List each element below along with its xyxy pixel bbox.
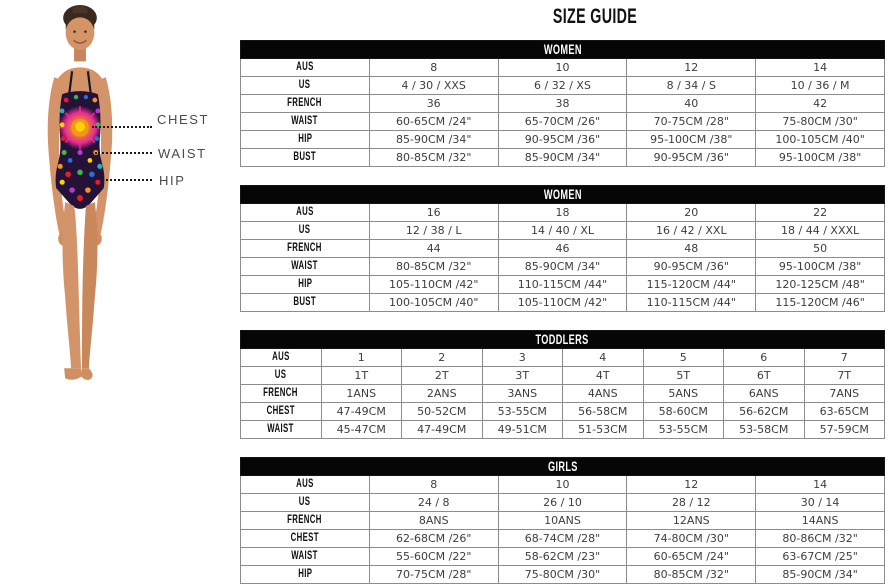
cell-value: 47-49CM bbox=[402, 421, 483, 439]
model-legs bbox=[63, 202, 98, 380]
cell-value: 50 bbox=[756, 240, 885, 258]
cell-value: 105-110CM /42" bbox=[369, 276, 498, 294]
hip-label: HIP bbox=[159, 173, 186, 188]
cell-value: 62-68CM /26" bbox=[369, 530, 498, 548]
cell-value: 80-85CM /32" bbox=[369, 258, 498, 276]
size-table-girls-3 bbox=[240, 457, 885, 584]
cell-value: 45-47CM bbox=[321, 421, 402, 439]
size-table-women-1 bbox=[240, 185, 885, 312]
cell-value: 95-100CM /38" bbox=[627, 131, 756, 149]
row-label: HIP bbox=[241, 131, 370, 149]
table-row bbox=[241, 131, 885, 149]
cell-value: 80-85CM /32" bbox=[369, 149, 498, 167]
table-header-band bbox=[241, 331, 885, 349]
cell-value: 1ANS bbox=[321, 385, 402, 403]
cell-value: 22 bbox=[756, 204, 885, 222]
cell-value: 10ANS bbox=[498, 512, 627, 530]
cell-value: 28 / 12 bbox=[627, 494, 756, 512]
row-label: AUS bbox=[241, 59, 370, 77]
table-row bbox=[241, 113, 885, 131]
cell-value: 110-115CM /44" bbox=[627, 294, 756, 312]
row-label: CHEST bbox=[241, 403, 322, 421]
cell-value: 65-70CM /26" bbox=[498, 113, 627, 131]
chest-label: CHEST bbox=[157, 112, 210, 127]
table-row bbox=[241, 349, 885, 367]
cell-value: 46 bbox=[498, 240, 627, 258]
swimsuit bbox=[56, 91, 105, 209]
table-row bbox=[241, 258, 885, 276]
cell-value: 2T bbox=[402, 367, 483, 385]
cell-value: 85-90CM /34" bbox=[369, 131, 498, 149]
table-row bbox=[241, 294, 885, 312]
cell-value: 7 bbox=[804, 349, 885, 367]
cell-value: 3 bbox=[482, 349, 563, 367]
table-row bbox=[241, 367, 885, 385]
cell-value: 5ANS bbox=[643, 385, 724, 403]
cell-value: 105-110CM /42" bbox=[498, 294, 627, 312]
table-row bbox=[241, 421, 885, 439]
cell-value: 16 bbox=[369, 204, 498, 222]
row-label: US bbox=[241, 367, 322, 385]
cell-value: 115-120CM /44" bbox=[627, 276, 756, 294]
cell-value: 47-49CM bbox=[321, 403, 402, 421]
table-row bbox=[241, 385, 885, 403]
cell-value: 1 bbox=[321, 349, 402, 367]
table-row bbox=[241, 566, 885, 584]
size-tables bbox=[240, 40, 885, 584]
cell-value: 7ANS bbox=[804, 385, 885, 403]
cell-value: 75-80CM /30" bbox=[498, 566, 627, 584]
cell-value: 8 bbox=[369, 476, 498, 494]
cell-value: 2 bbox=[402, 349, 483, 367]
row-label: FRENCH bbox=[241, 385, 322, 403]
cell-value: 16 / 42 / XXL bbox=[627, 222, 756, 240]
cell-value: 95-100CM /38" bbox=[756, 149, 885, 167]
table-header-label: GIRLS bbox=[547, 459, 578, 474]
cell-value: 42 bbox=[756, 95, 885, 113]
table-header-label: TODDLERS bbox=[535, 332, 590, 347]
cell-value: 80-86CM /32" bbox=[756, 530, 885, 548]
table-header-band bbox=[241, 458, 885, 476]
row-label: AUS bbox=[241, 204, 370, 222]
cell-value: 24 / 8 bbox=[369, 494, 498, 512]
cell-value: 20 bbox=[627, 204, 756, 222]
table-row bbox=[241, 59, 885, 77]
hip-pointer-line bbox=[106, 179, 152, 181]
cell-value: 26 / 10 bbox=[498, 494, 627, 512]
table-row bbox=[241, 512, 885, 530]
cell-value: 12 bbox=[627, 59, 756, 77]
cell-value: 2ANS bbox=[402, 385, 483, 403]
cell-value: 4 bbox=[563, 349, 644, 367]
cell-value: 56-62CM bbox=[724, 403, 805, 421]
table-header-label: WOMEN bbox=[543, 42, 582, 57]
cell-value: 12 bbox=[627, 476, 756, 494]
cell-value: 90-95CM /36" bbox=[627, 258, 756, 276]
cell-value: 60-65CM /24" bbox=[369, 113, 498, 131]
row-label: WAIST bbox=[241, 548, 370, 566]
cell-value: 14 bbox=[756, 476, 885, 494]
table-row bbox=[241, 149, 885, 167]
cell-value: 3ANS bbox=[482, 385, 563, 403]
table-row bbox=[241, 204, 885, 222]
waist-pointer-line bbox=[95, 152, 152, 154]
cell-value: 120-125CM /48" bbox=[756, 276, 885, 294]
cell-value: 36 bbox=[369, 95, 498, 113]
cell-value: 8 / 34 / S bbox=[627, 77, 756, 95]
row-label: HIP bbox=[241, 566, 370, 584]
cell-value: 90-95CM /36" bbox=[498, 131, 627, 149]
cell-value: 100-105CM /40" bbox=[369, 294, 498, 312]
table-header-band bbox=[241, 41, 885, 59]
row-label: FRENCH bbox=[241, 512, 370, 530]
cell-value: 10 bbox=[498, 476, 627, 494]
row-label: AUS bbox=[241, 349, 322, 367]
cell-value: 70-75CM /28" bbox=[369, 566, 498, 584]
row-label: FRENCH bbox=[241, 95, 370, 113]
cell-value: 90-95CM /36" bbox=[627, 149, 756, 167]
row-label: WAIST bbox=[241, 113, 370, 131]
cell-value: 40 bbox=[627, 95, 756, 113]
cell-value: 14ANS bbox=[756, 512, 885, 530]
cell-value: 8 bbox=[369, 59, 498, 77]
row-label: WAIST bbox=[241, 421, 322, 439]
cell-value: 4 / 30 / XXS bbox=[369, 77, 498, 95]
cell-value: 63-65CM bbox=[804, 403, 885, 421]
table-row bbox=[241, 95, 885, 113]
cell-value: 18 / 44 / XXXL bbox=[756, 222, 885, 240]
cell-value: 4T bbox=[563, 367, 644, 385]
cell-value: 85-90CM /34" bbox=[756, 566, 885, 584]
cell-value: 70-75CM /28" bbox=[627, 113, 756, 131]
cell-value: 10 / 36 / M bbox=[756, 77, 885, 95]
row-label: HIP bbox=[241, 276, 370, 294]
row-label: CHEST bbox=[241, 530, 370, 548]
table-row bbox=[241, 77, 885, 95]
cell-value: 110-115CM /44" bbox=[498, 276, 627, 294]
cell-value: 7T bbox=[804, 367, 885, 385]
page-title: SIZE GUIDE bbox=[552, 5, 638, 28]
cell-value: 57-59CM bbox=[804, 421, 885, 439]
cell-value: 63-67CM /25" bbox=[756, 548, 885, 566]
cell-value: 14 bbox=[756, 59, 885, 77]
cell-value: 75-80CM /30" bbox=[756, 113, 885, 131]
cell-value: 30 / 14 bbox=[756, 494, 885, 512]
row-label: BUST bbox=[241, 149, 370, 167]
cell-value: 55-60CM /22" bbox=[369, 548, 498, 566]
cell-value: 6T bbox=[724, 367, 805, 385]
size-guide-figure bbox=[0, 0, 240, 420]
cell-value: 6 / 32 / XS bbox=[498, 77, 627, 95]
row-label: FRENCH bbox=[241, 240, 370, 258]
cell-value: 85-90CM /34" bbox=[498, 149, 627, 167]
cell-value: 100-105CM /40" bbox=[756, 131, 885, 149]
cell-value: 3T bbox=[482, 367, 563, 385]
cell-value: 12ANS bbox=[627, 512, 756, 530]
waist-label: WAIST bbox=[158, 146, 207, 161]
table-row bbox=[241, 222, 885, 240]
cell-value: 5 bbox=[643, 349, 724, 367]
size-table-women-0 bbox=[240, 40, 885, 167]
cell-value: 53-55CM bbox=[482, 403, 563, 421]
table-row bbox=[241, 530, 885, 548]
cell-value: 4ANS bbox=[563, 385, 644, 403]
cell-value: 49-51CM bbox=[482, 421, 563, 439]
table-header-label: WOMEN bbox=[543, 187, 582, 202]
cell-value: 14 / 40 / XL bbox=[498, 222, 627, 240]
row-label: US bbox=[241, 494, 370, 512]
cell-value: 51-53CM bbox=[563, 421, 644, 439]
row-label: US bbox=[241, 222, 370, 240]
cell-value: 53-58CM bbox=[724, 421, 805, 439]
cell-value: 8ANS bbox=[369, 512, 498, 530]
cell-value: 56-58CM bbox=[563, 403, 644, 421]
cell-value: 10 bbox=[498, 59, 627, 77]
row-label: AUS bbox=[241, 476, 370, 494]
row-label: WAIST bbox=[241, 258, 370, 276]
cell-value: 58-60CM bbox=[643, 403, 724, 421]
cell-value: 74-80CM /30" bbox=[627, 530, 756, 548]
table-row bbox=[241, 276, 885, 294]
cell-value: 95-100CM /38" bbox=[756, 258, 885, 276]
table-row bbox=[241, 476, 885, 494]
cell-value: 48 bbox=[627, 240, 756, 258]
cell-value: 12 / 38 / L bbox=[369, 222, 498, 240]
cell-value: 115-120CM /46" bbox=[756, 294, 885, 312]
cell-value: 5T bbox=[643, 367, 724, 385]
cell-value: 68-74CM /28" bbox=[498, 530, 627, 548]
cell-value: 85-90CM /34" bbox=[498, 258, 627, 276]
cell-value: 44 bbox=[369, 240, 498, 258]
table-row bbox=[241, 403, 885, 421]
cell-value: 60-65CM /24" bbox=[627, 548, 756, 566]
table-row bbox=[241, 548, 885, 566]
row-label: US bbox=[241, 77, 370, 95]
cell-value: 58-62CM /23" bbox=[498, 548, 627, 566]
model-photo bbox=[18, 2, 142, 398]
cell-value: 53-55CM bbox=[643, 421, 724, 439]
table-row bbox=[241, 494, 885, 512]
cell-value: 50-52CM bbox=[402, 403, 483, 421]
chest-pointer-line bbox=[92, 126, 152, 128]
cell-value: 18 bbox=[498, 204, 627, 222]
table-row bbox=[241, 240, 885, 258]
cell-value: 80-85CM /32" bbox=[627, 566, 756, 584]
size-table-toddlers-2 bbox=[240, 330, 885, 439]
table-header-band bbox=[241, 186, 885, 204]
cell-value: 38 bbox=[498, 95, 627, 113]
cell-value: 6ANS bbox=[724, 385, 805, 403]
cell-value: 6 bbox=[724, 349, 805, 367]
row-label: BUST bbox=[241, 294, 370, 312]
cell-value: 1T bbox=[321, 367, 402, 385]
